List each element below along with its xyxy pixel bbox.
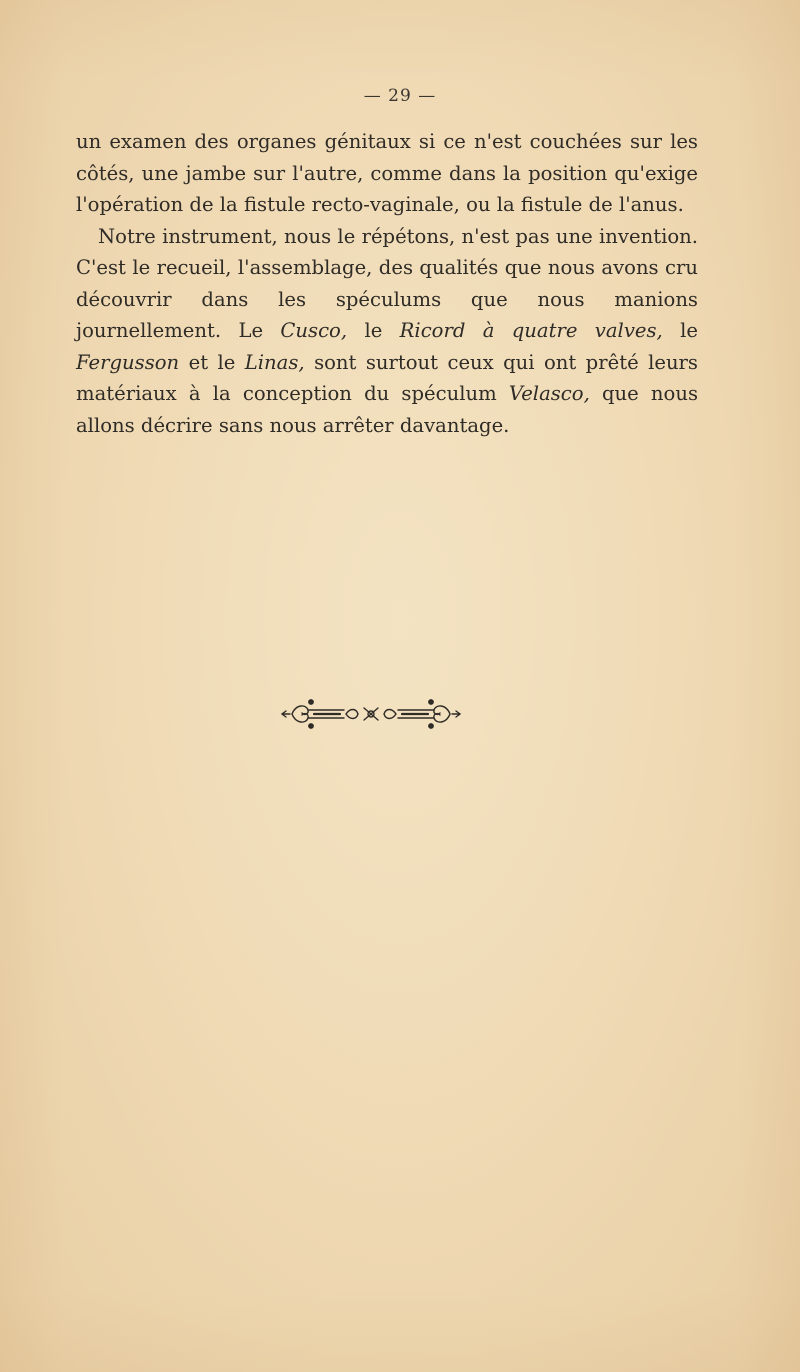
speculum-name-ricord: Ricord à quatre valves, bbox=[399, 319, 663, 342]
paragraph-2-text-3: le bbox=[662, 319, 698, 342]
paragraph-2-text-2: le bbox=[347, 319, 400, 342]
paragraph-2-text-4: et le bbox=[179, 350, 245, 374]
paragraph-2-text-5: sont surtout ceux qui ont prêté leurs matériaux à la conception du spéculum bbox=[76, 350, 698, 405]
paragraph-2-text-1: Notre instrument, nous le répétons, n'est pas une invention. C'est le recueil, l'assemblage, des qualités que nous avons cru découvrir dans les spéculums que nous manions journellement. Le bbox=[76, 224, 698, 342]
page-number: — 29 — bbox=[363, 86, 437, 106]
body-text bbox=[76, 126, 698, 441]
paragraph-2 bbox=[76, 221, 698, 442]
speculum-name-linas: Linas, bbox=[244, 350, 305, 374]
speculum-name-velasco: Velasco, bbox=[508, 382, 590, 405]
speculum-name-cusco: Cusco, bbox=[280, 319, 348, 342]
paragraph-1: un examen des organes génitaux si ce n'est couchées sur les côtés, une jambe sur l'autre, comme dans la position qu'exige l'opération de la fistule recto-vaginale, ou la fistule de l'anus. bbox=[76, 130, 698, 216]
speculum-name-fergusson: Fergusson bbox=[76, 350, 180, 374]
paragraph-2-text-6: que nous allons décrire sans nous arrêter davantage. bbox=[76, 382, 699, 437]
decorative-fleuron-icon bbox=[278, 694, 464, 734]
